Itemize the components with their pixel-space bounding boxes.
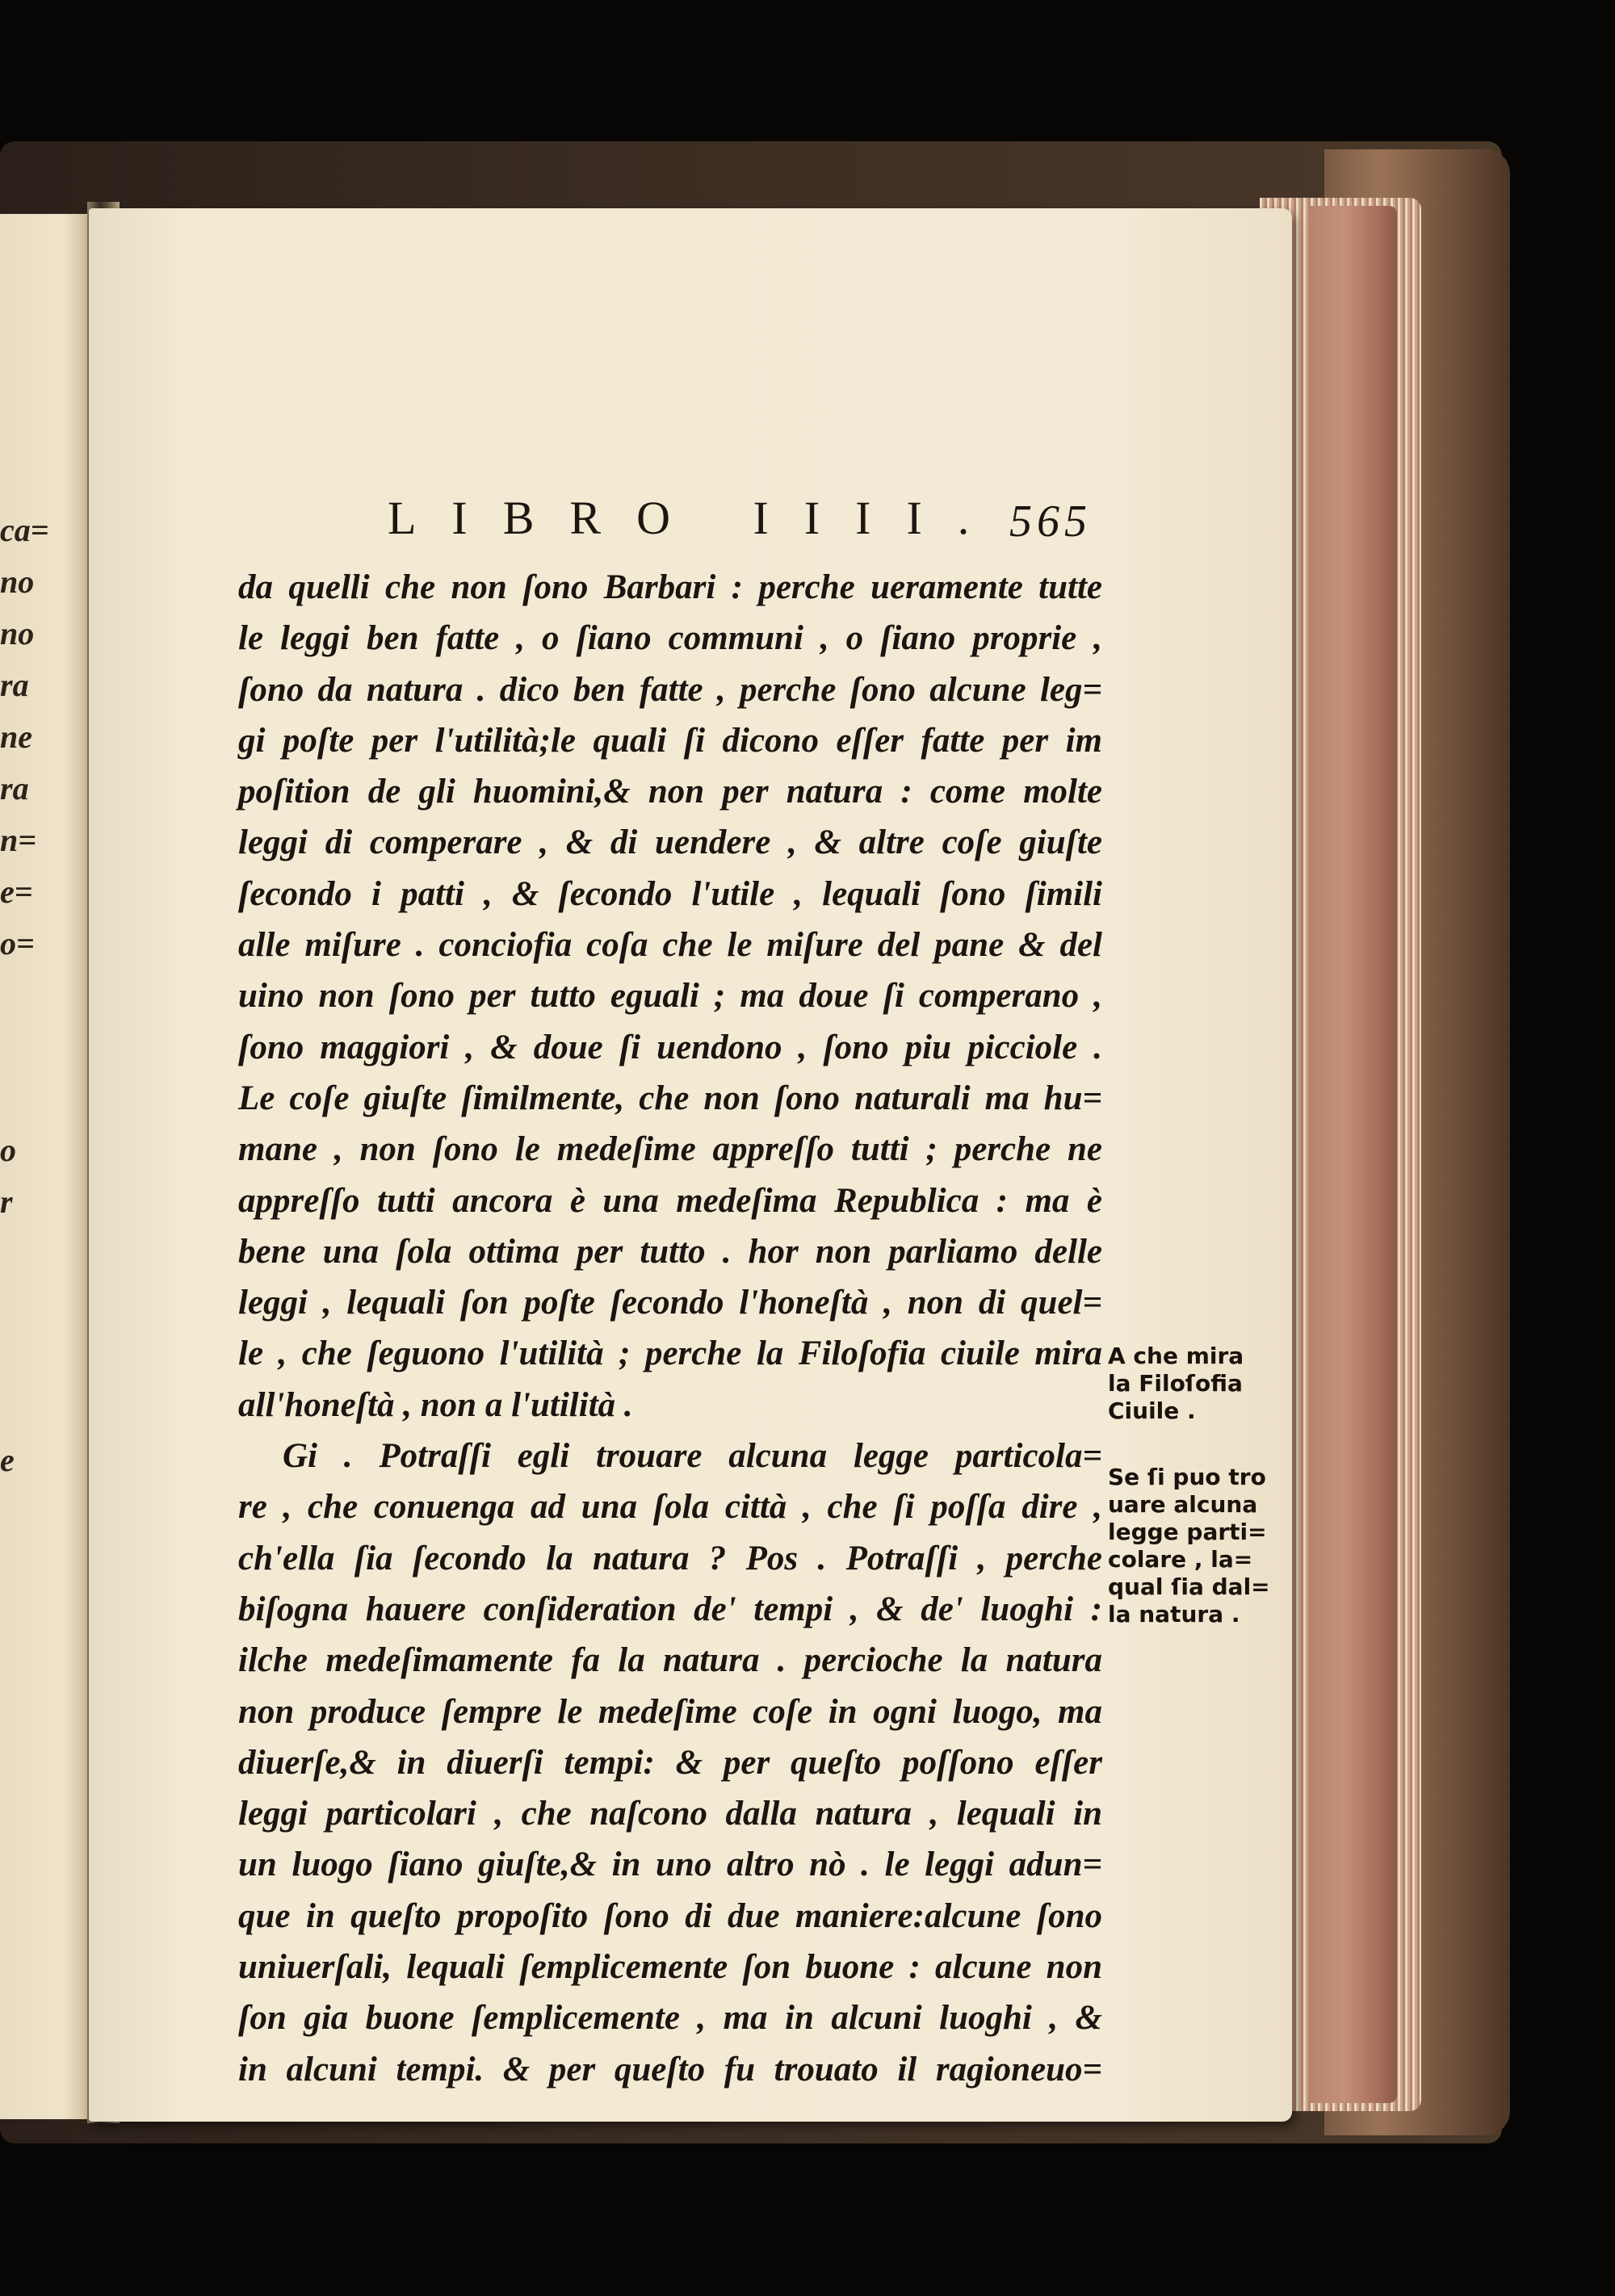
text-line: ſono maggiori , & doue ſi uendono , ſono piu picciole .: [238, 1028, 1102, 1066]
left-line-end: no: [0, 615, 35, 652]
marginal-note-line: la natura .: [1108, 1601, 1240, 1628]
marginal-note-line: la Filoſofia: [1108, 1370, 1243, 1397]
book-page: [89, 208, 1292, 2122]
marginal-note-line: Se ſi puo tro: [1108, 1464, 1266, 1490]
text-line: poſition de gli huomini,& non per natura : come molte: [238, 773, 1102, 811]
text-line: uino non ſono per tutto eguali ; ma doue ſi comperano ,: [238, 977, 1102, 1016]
marginal-note-line: A che mira: [1108, 1343, 1244, 1369]
marginal-note: [1108, 1464, 1294, 1628]
left-line-end: no: [0, 564, 35, 600]
text-line: un luogo ſiano giuſte,& in uno altro nò . le leggi adun=: [238, 1846, 1102, 1884]
left-line-end: r: [0, 1184, 13, 1220]
left-line-end: e=: [0, 874, 33, 910]
left-line-end: [0, 1280, 48, 1331]
left-line-end: [0, 970, 48, 1021]
text-line: mane , non ſono le medeſime appreſſo tutti ; perche ne: [238, 1130, 1102, 1169]
text-line: all'honeſtà , non a l'utilità .: [238, 1385, 633, 1424]
marginal-note-line: legge parti=: [1108, 1519, 1267, 1545]
marginal-note-line: Ciuile .: [1108, 1397, 1196, 1424]
text-line: Gi . Potraſſi egli trouare alcuna legge particola=: [283, 1437, 1102, 1476]
running-head-title: LIBRO IIII.: [388, 492, 1005, 544]
left-line-end: ca=: [0, 512, 49, 548]
page-number: 565: [1009, 496, 1092, 547]
marginal-note: [1108, 1343, 1294, 1425]
left-line-end: e: [0, 1442, 15, 1478]
left-line-end: n=: [0, 822, 37, 858]
left-line-end: o: [0, 1132, 16, 1168]
red-fore-edge: [1308, 206, 1397, 2103]
text-line: le leggi ben fatte , o ſiano communi , o ſiano proprie ,: [238, 619, 1102, 658]
left-line-end: [0, 1383, 48, 1435]
text-line: appreſſo tutti ancora è una medeſima Republica : ma è: [238, 1181, 1102, 1220]
text-line: diuerſe,& in diuerſi tempi: & per queſto poſſono eſſer: [238, 1743, 1102, 1782]
text-line: gi poſte per l'utilità;le quali ſi dicono eſſer fatte per im: [238, 721, 1102, 760]
text-line: que in queſto propoſito ſono di due maniere:alcune ſono: [238, 1896, 1102, 1935]
text-line: Le coſe giuſte ſimilmente, che non ſono naturali ma hu=: [238, 1079, 1102, 1117]
text-line: leggi , lequali ſon poſte ſecondo l'honeſtà , non di quel=: [238, 1284, 1102, 1322]
text-line: ſecondo i patti , & ſecondo l'utile , lequali ſono ſimili: [238, 874, 1102, 913]
text-line: leggi particolari , che naſcono dalla natura , lequali in: [238, 1795, 1102, 1833]
text-line: bene una ſola ottima per tutto . hor non parliamo delle: [238, 1232, 1102, 1271]
text-line: le , che ſeguono l'utilità ; perche la Filoſofia ciuile mira: [238, 1334, 1102, 1373]
marginal-note-line: qual ſia dal=: [1108, 1573, 1270, 1600]
main-text: [238, 562, 1102, 2095]
left-line-end: ra: [0, 667, 29, 703]
running-head: [388, 491, 1098, 547]
left-line-end: [0, 1021, 48, 1073]
text-line: da quelli che non ſono Barbari : perche ueramente tutte: [238, 568, 1102, 606]
text-line: ſono da natura . dico ben fatte , perche ſono alcune leg=: [238, 670, 1102, 709]
text-line: uniuerſali, lequali ſemplicemente ſon buone : alcune non: [238, 1948, 1102, 1987]
left-page-line-ends: [0, 505, 48, 1590]
text-line: in alcuni tempi. & per queſto fu trouato il ragioneuo=: [238, 2050, 1102, 2089]
left-line-end: [0, 1538, 48, 1590]
text-line: re , che conuenga ad una ſola città , che ſi poſſa dire ,: [238, 1488, 1102, 1527]
marginal-note-line: uare alcuna: [1108, 1491, 1258, 1518]
text-line: ſon gia buone ſemplicemente , ma in alcuni luoghi , &: [238, 1999, 1102, 2038]
text-line: ch'ella ſia ſecondo la natura ? Pos . Potraſſi , perche: [238, 1539, 1102, 1577]
text-line: non produce ſempre le medeſime coſe in ogni luogo, ma: [238, 1692, 1102, 1731]
left-line-end: o=: [0, 925, 35, 962]
left-line-end: [0, 1073, 48, 1125]
left-line-end: [0, 1331, 48, 1383]
left-line-end: ne: [0, 719, 32, 755]
marginal-note-line: colare , la=: [1108, 1546, 1253, 1573]
text-line: ilche medeſimamente fa la natura . percioche la natura: [238, 1641, 1102, 1680]
left-line-end: ra: [0, 770, 29, 807]
text-line: leggi di comperare , & di uendere , & altre coſe giuſte: [238, 823, 1102, 862]
left-line-end: [0, 1486, 48, 1538]
left-facing-page: [0, 214, 90, 2119]
left-line-end: [0, 1228, 48, 1280]
text-line: biſogna hauere conſideration de' tempi , & de' luoghi :: [238, 1590, 1102, 1628]
text-line: alle miſure . conciofia coſa che le miſure del pane & del: [238, 926, 1102, 965]
